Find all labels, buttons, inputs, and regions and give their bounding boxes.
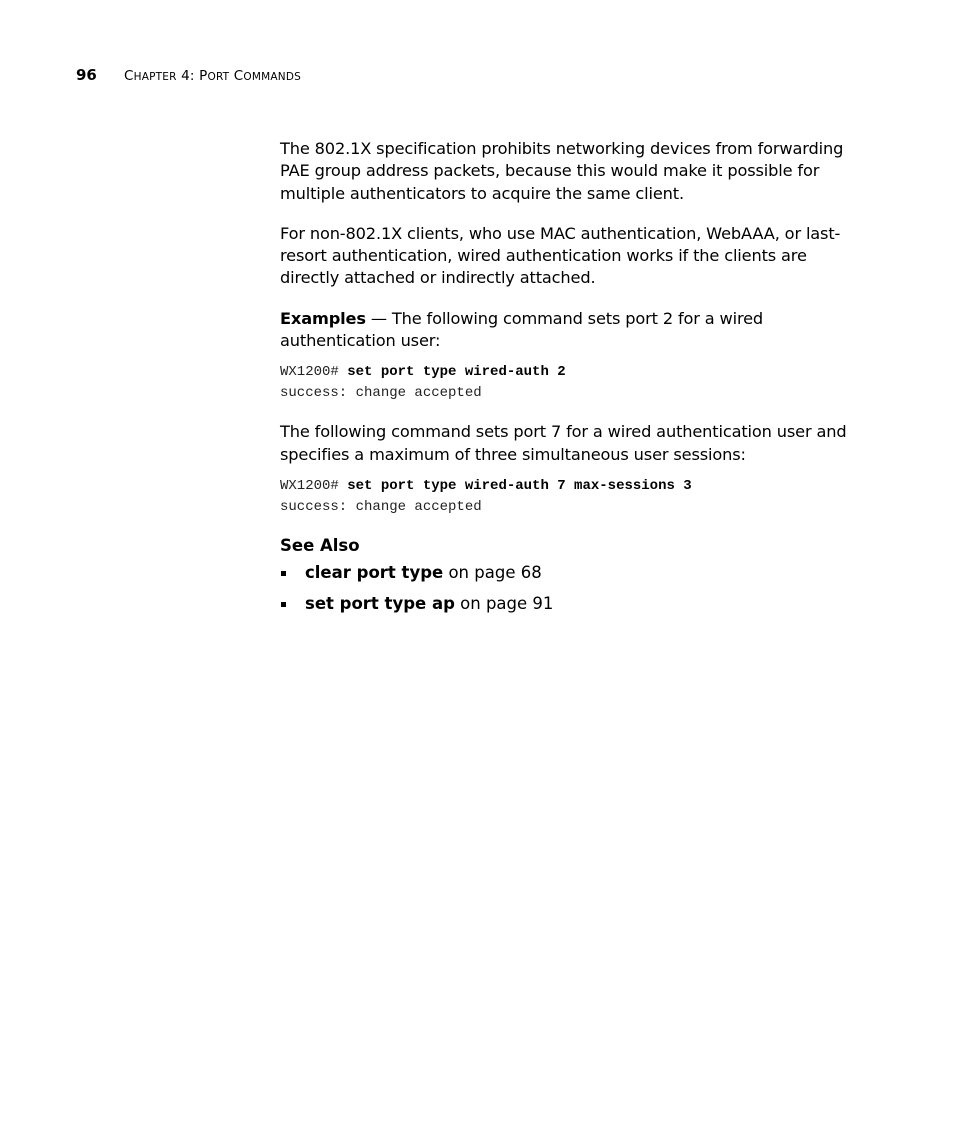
- code-prompt: WX1200#: [280, 477, 348, 494]
- page-number: 96: [76, 66, 97, 84]
- code-output: success: change accepted: [280, 498, 482, 515]
- examples-text: — The following command sets port 2 for a wired authentication user:: [280, 308, 764, 351]
- paragraph-802-1x-spec: The 802.1X specification prohibits networking devices from forwarding PAE group address packets, because this would make it possible for multiple authenticators to acquire the same client.: [280, 139, 844, 203]
- code-example-1: [280, 362, 870, 404]
- see-also-item-set-port-type-ap: [280, 593, 870, 615]
- paragraph-non-802-1x: For non-802.1X clients, who use MAC authentication, WebAAA, or last-resort authentication, wired authentication works if the clients are directly attached or indirectly attached.: [280, 223, 841, 288]
- bullet-icon: [281, 571, 286, 576]
- see-also-heading: See Also: [280, 535, 360, 555]
- code-command: set port type wired-auth 2: [347, 364, 566, 381]
- examples-label: Examples: [280, 308, 366, 328]
- xref-link-set-port-type-ap[interactable]: set port type ap on page 91: [305, 593, 554, 613]
- code-prompt: WX1200#: [280, 364, 348, 381]
- chapter-title: CHAPTER 4: PORT COMMANDS: [124, 68, 301, 84]
- bullet-icon: [281, 602, 286, 607]
- code-command: set port type wired-auth 7 max-sessions 3: [347, 477, 692, 494]
- page-header: [76, 66, 301, 84]
- see-also-list: [280, 562, 870, 615]
- code-example-2: [280, 476, 870, 518]
- xref-link-clear-port-type[interactable]: clear port type on page 68: [305, 562, 542, 582]
- paragraph-example-2: The following command sets port 7 for a wired authentication user and specifies a maximum of three simultaneous user sessions:: [280, 422, 847, 464]
- paragraph-examples: [280, 308, 870, 353]
- code-output: success: change accepted: [280, 385, 482, 402]
- main-content: [280, 138, 870, 624]
- see-also-item-clear-port-type: [280, 562, 870, 584]
